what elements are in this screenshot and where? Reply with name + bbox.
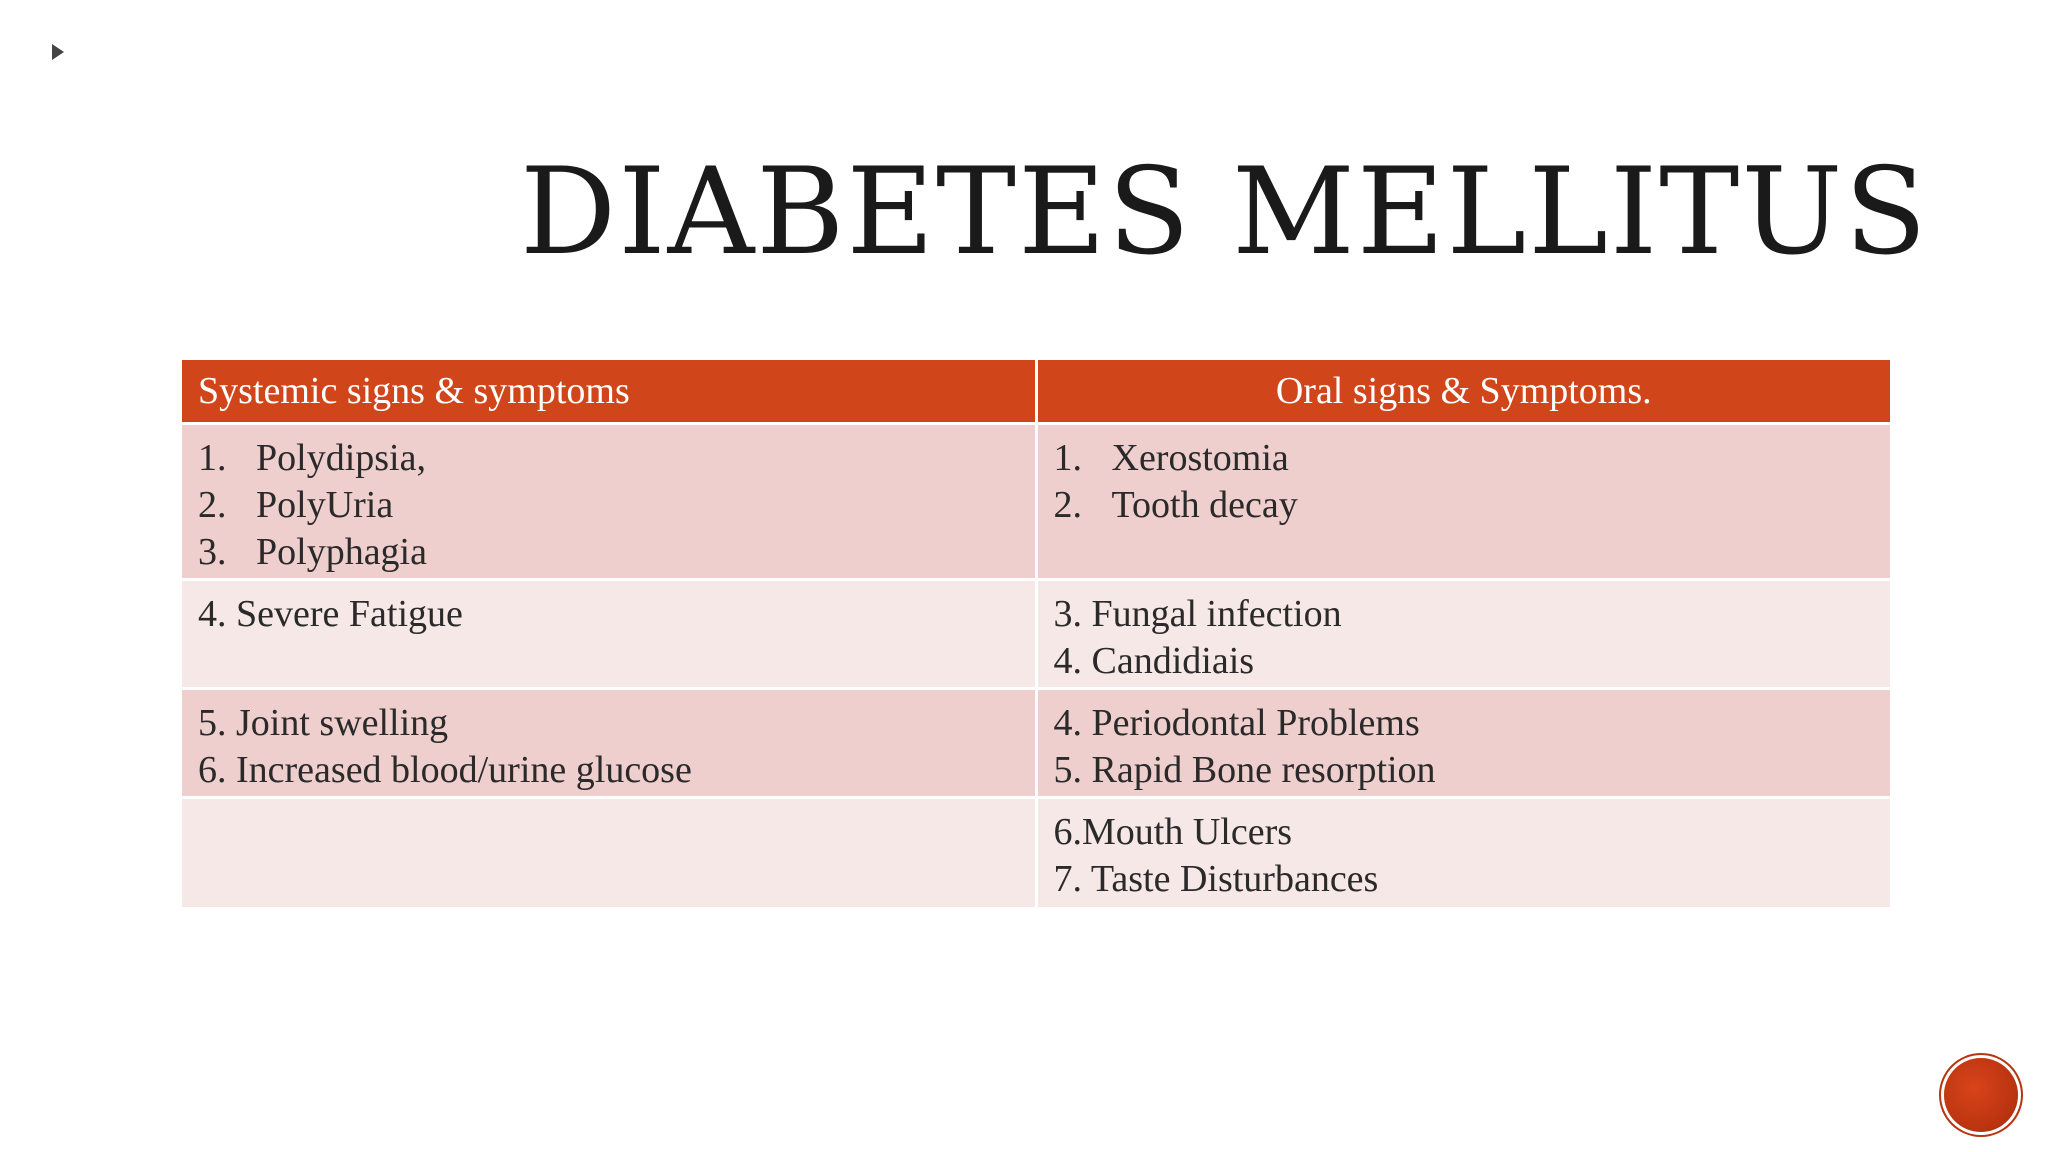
- oral-cell: [1036, 580, 1890, 689]
- cell-line: 5. Joint swelling: [198, 702, 449, 744]
- symptoms-table-container: [182, 360, 1890, 910]
- cell-line: 4. Candidiais: [1053, 640, 1255, 682]
- table-row: [182, 424, 1890, 580]
- red-circle-button-icon[interactable]: [1944, 1058, 2018, 1132]
- systemic-cell: [182, 580, 1036, 689]
- list-text: Polyphagia: [256, 531, 427, 573]
- triangle-right-icon: [52, 44, 64, 60]
- cell-line: 4. Severe Fatigue: [198, 593, 463, 635]
- table-row: [182, 798, 1890, 909]
- list-item: [198, 435, 1019, 482]
- list-number: 1.: [1053, 437, 1082, 479]
- list-number: 3.: [198, 531, 227, 573]
- oral-cell: [1036, 798, 1890, 909]
- cell-line: 3. Fungal infection: [1053, 593, 1342, 635]
- list-text: Tooth decay: [1111, 484, 1298, 526]
- oral-cell: [1036, 424, 1890, 580]
- symptoms-table: [182, 360, 1890, 910]
- list-text: PolyUria: [256, 484, 394, 526]
- systemic-cell: [182, 689, 1036, 798]
- oral-cell: [1036, 689, 1890, 798]
- table-row: [182, 580, 1890, 689]
- list-text: Xerostomia: [1111, 437, 1289, 479]
- list-number: 2.: [1053, 484, 1082, 526]
- list-item: [198, 529, 1019, 576]
- systemic-cell: [182, 424, 1036, 580]
- list-number: 1.: [198, 437, 227, 479]
- cell-line: 4. Periodontal Problems: [1053, 702, 1420, 744]
- slide-title: DIABETES MELLITUS: [520, 143, 1929, 282]
- oral-list: [1054, 435, 1875, 529]
- systemic-list: [198, 435, 1019, 576]
- list-number: 2.: [198, 484, 227, 526]
- systemic-cell-empty: [182, 798, 1036, 909]
- header-oral: Oral signs & Symptoms.: [1036, 360, 1890, 424]
- list-item: [1054, 482, 1875, 529]
- cell-line: 5. Rapid Bone resorption: [1053, 749, 1436, 791]
- table-header-row: [182, 360, 1890, 424]
- table-row: [182, 689, 1890, 798]
- header-systemic: Systemic signs & symptoms: [182, 360, 1036, 424]
- list-text: Polydipsia,: [256, 437, 426, 479]
- list-item: [1054, 435, 1875, 482]
- list-item: [198, 482, 1019, 529]
- cell-line: 7. Taste Disturbances: [1053, 858, 1379, 900]
- cell-line: 6. Increased blood/urine glucose: [198, 749, 692, 791]
- cell-line: 6.Mouth Ulcers: [1053, 811, 1293, 853]
